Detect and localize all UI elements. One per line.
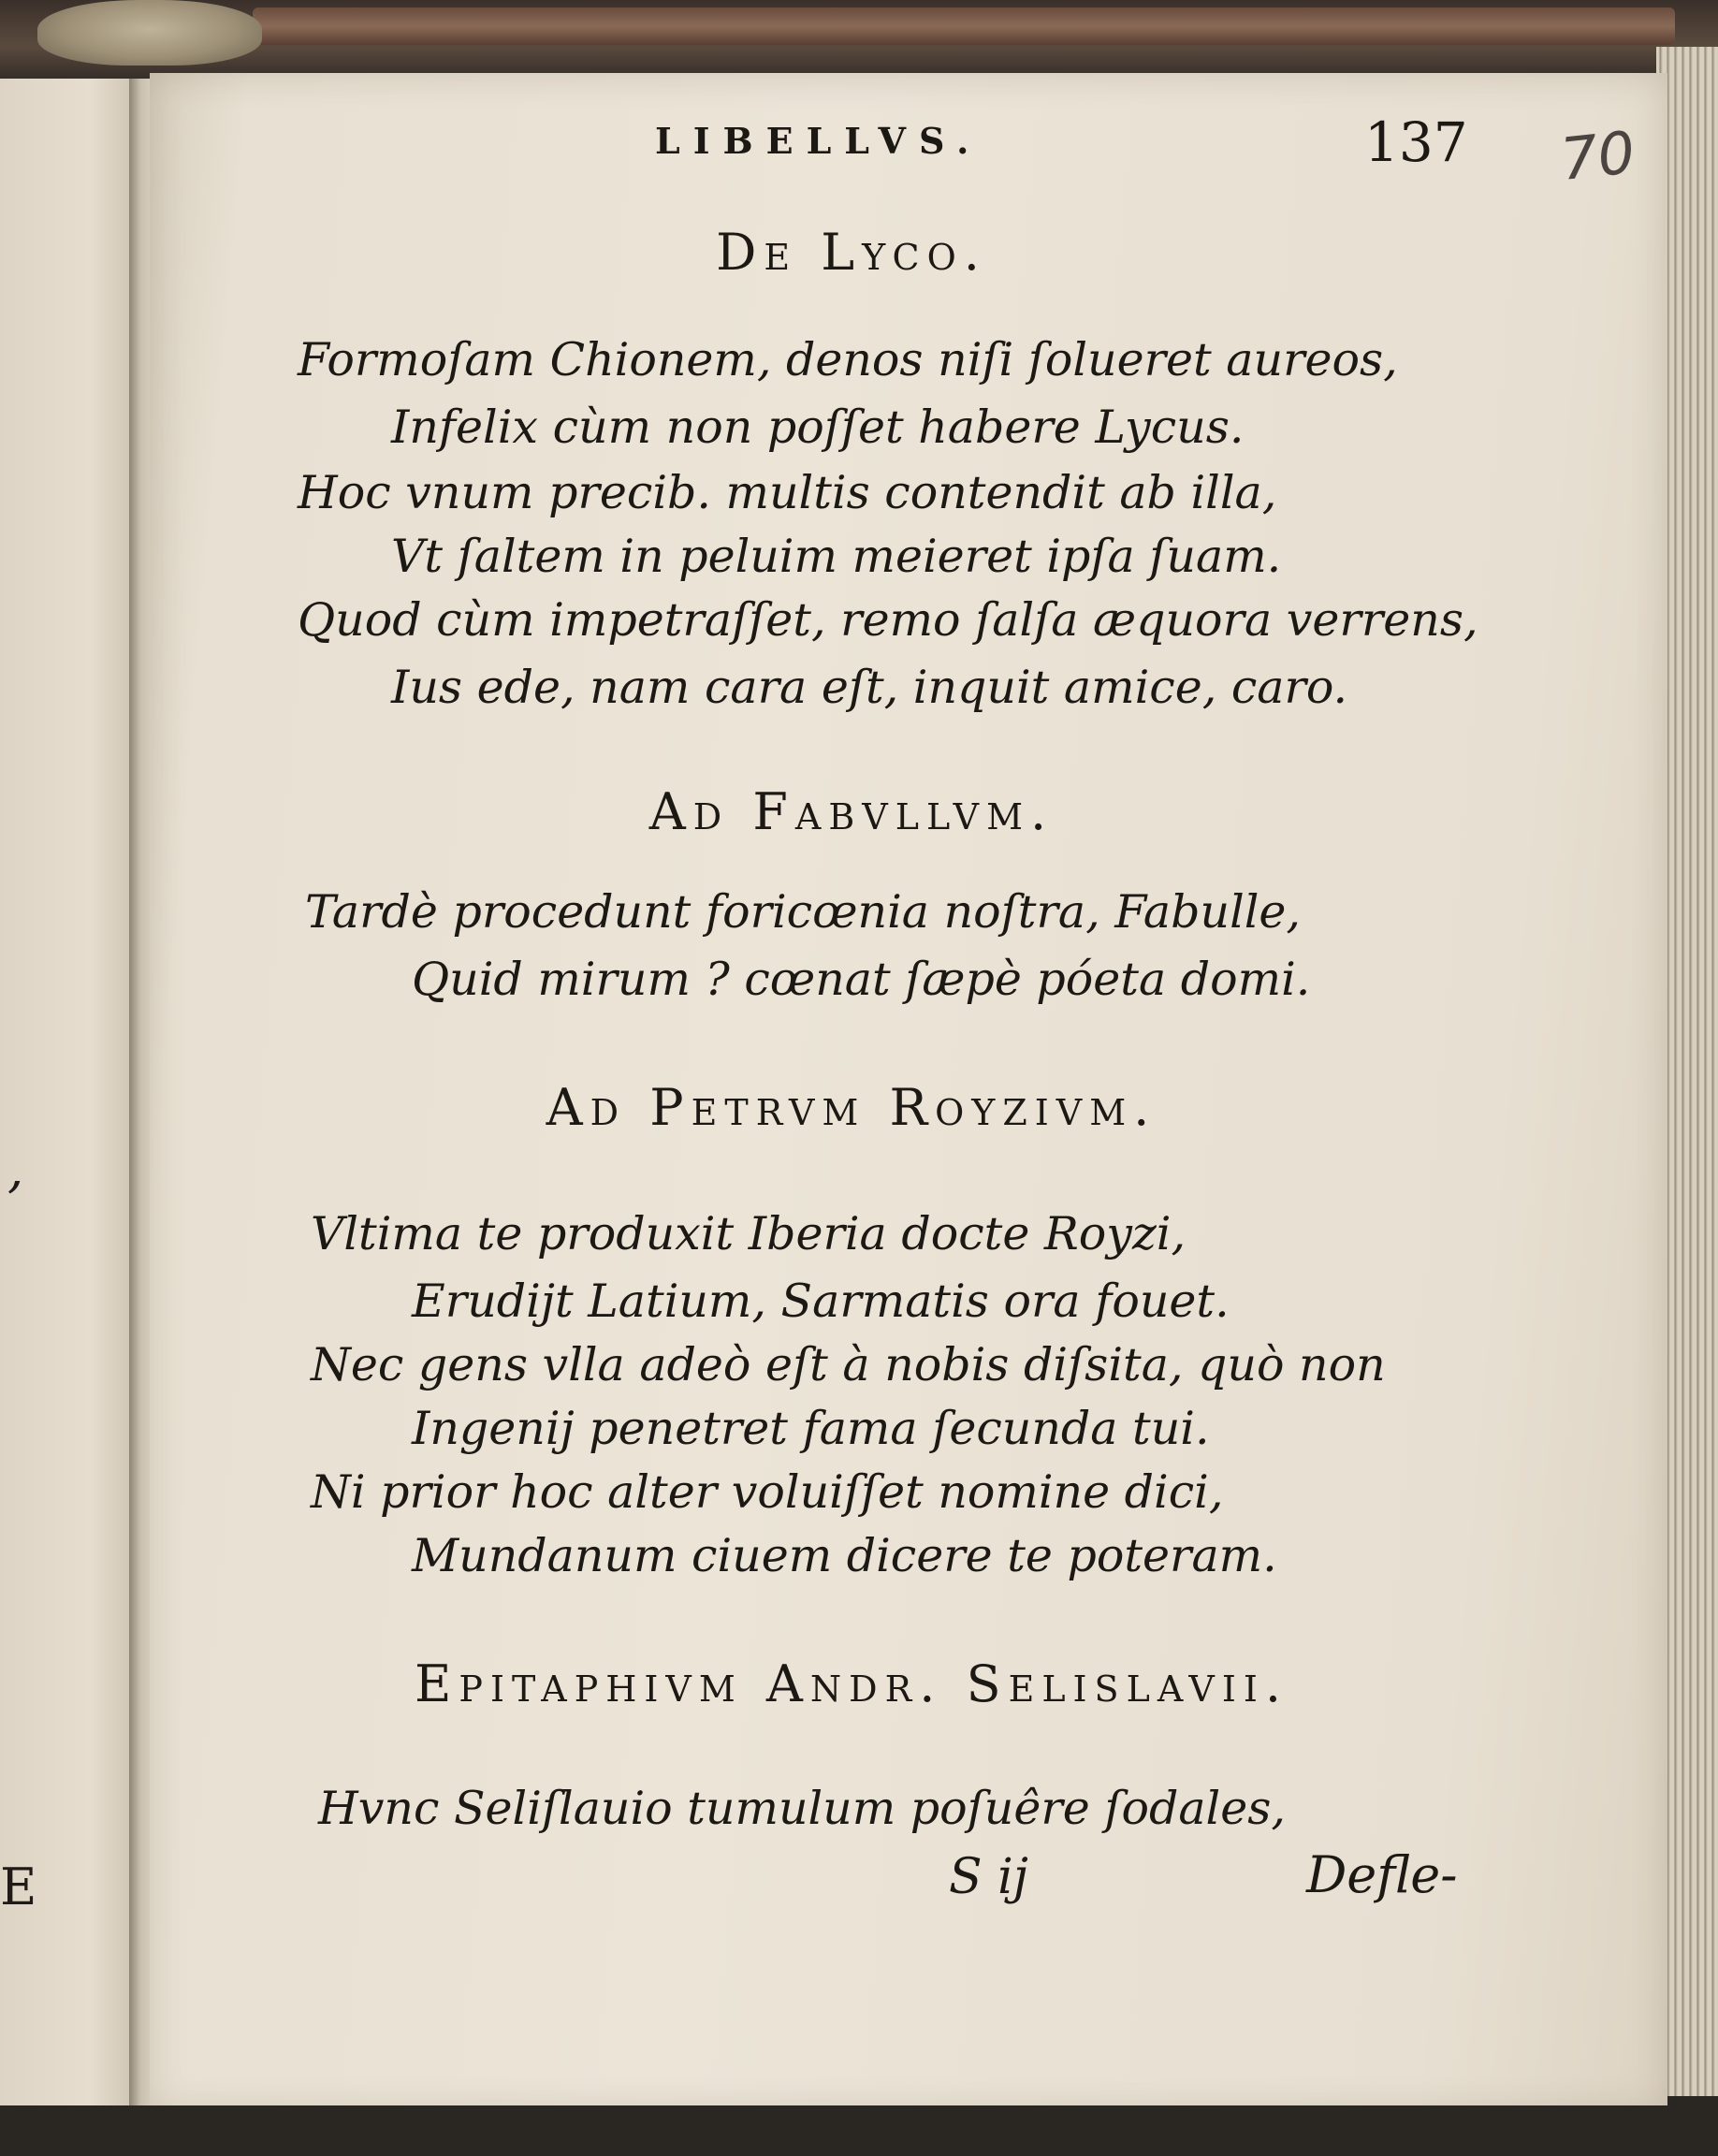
- running-title: LIBELLVS.: [655, 120, 983, 162]
- catchword: Defle-: [1306, 1845, 1458, 1904]
- poem-title: Ad Petrvm Royzivm.: [546, 1078, 1157, 1137]
- verse-line: Tardè procedunt foricœnia noſtra, Fabulle,: [305, 885, 1301, 939]
- verse-line: Infelix cùm non poſſet habere Lycus.: [391, 401, 1245, 454]
- verse-line: Vltima te produxit Iberia docte Royzi,: [311, 1207, 1187, 1260]
- verse-line: Ni prior hoc alter voluiſſet nomine dici,: [311, 1465, 1224, 1519]
- verse-line: Vt ſaltem in peluim meieret ipſa ſuam.: [391, 530, 1282, 583]
- verse-line: [298, 333, 1398, 386]
- verse-line: Quod cùm impetraſſet, remo ſalſa æquora verrens,: [298, 593, 1478, 647]
- left-page-fragment: ,: [7, 1140, 24, 1199]
- verse-line: Hoc vnum precib. multis contendit ab illa,: [298, 466, 1277, 519]
- left-page-fragment: E: [0, 1857, 37, 1916]
- leather-binding-band: [253, 7, 1675, 45]
- page-number: 137: [1364, 110, 1468, 174]
- verse-line: Quid mirum ? cœnat ſæpè póeta domi.: [412, 953, 1311, 1006]
- verse-line: Erudijt Latium, Sarmatis ora fouet.: [412, 1275, 1230, 1328]
- verse-line: Mundanum ciuem dicere te poteram.: [412, 1529, 1277, 1582]
- verse-line: Ius ede, nam cara eſt, inquit amice, caro.: [391, 661, 1348, 714]
- verse-line: Ingenij penetret fama ſecunda tui.: [412, 1402, 1210, 1455]
- poem-title: Ad Fabvllvm.: [648, 782, 1055, 841]
- pencil-folio-number: 70: [1557, 118, 1638, 194]
- signature-mark: S ij: [949, 1849, 1028, 1905]
- poem-title: Epitaphivm Andr. Selislavii.: [414, 1654, 1289, 1713]
- verse-line-text: Formoſam Chionem, denos niſi ſolueret aureos,: [298, 333, 1398, 386]
- poem-title: De Lyco.: [716, 223, 987, 282]
- background-strip: [0, 2105, 1718, 2156]
- binding-tie-knot: [37, 0, 262, 66]
- verse-line: Hvnc Seliſlauio tumulum poſuêre ſodales,: [318, 1782, 1286, 1835]
- verse-line: Nec gens vlla adeò eſt à nobis diſsita, quò non: [311, 1338, 1386, 1391]
- left-page-edge: [0, 79, 150, 2128]
